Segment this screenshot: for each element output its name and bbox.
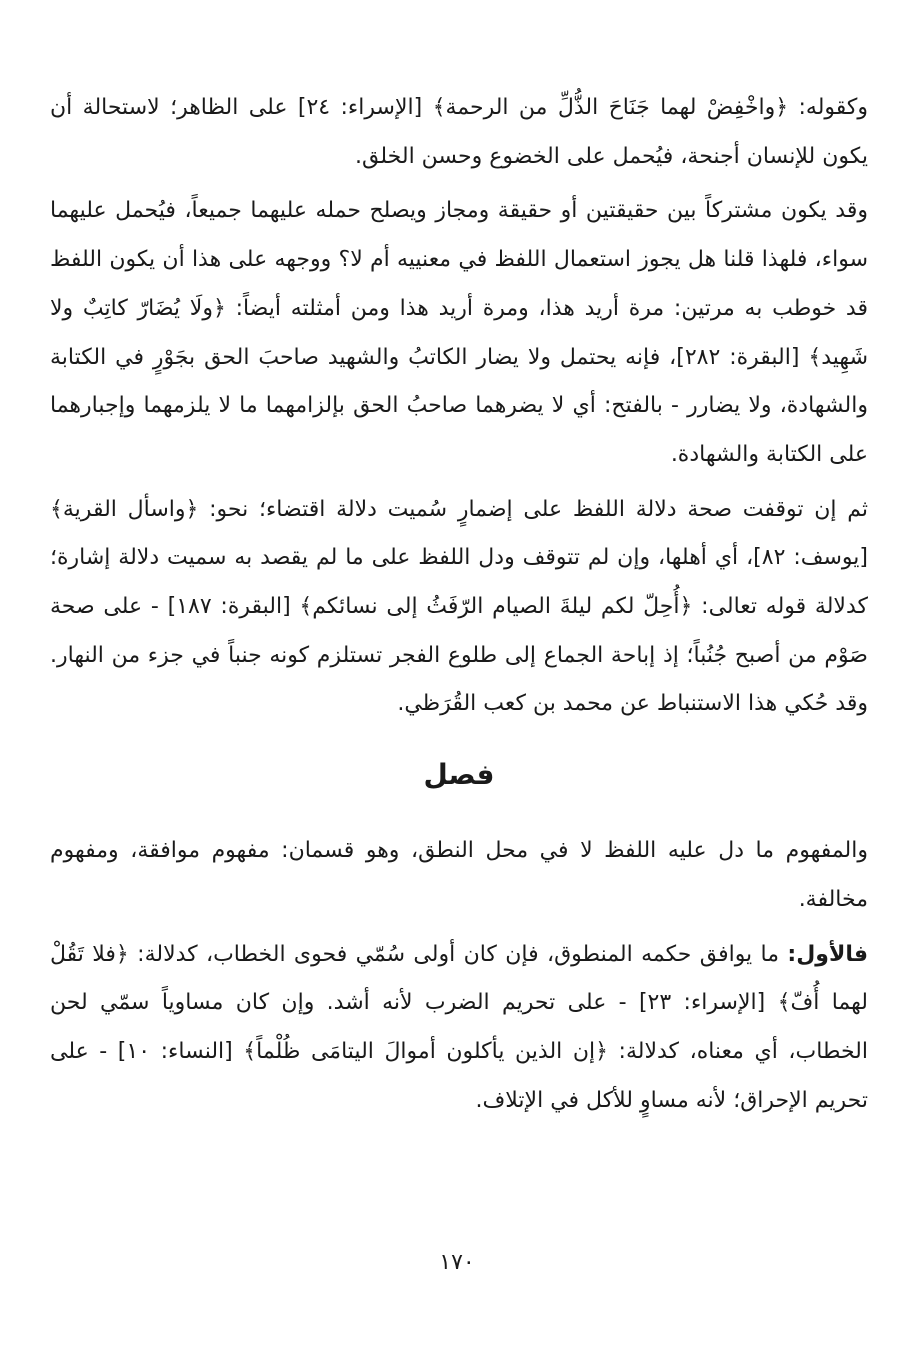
paragraph-lead: فالأول:: [787, 941, 868, 967]
paragraph-awwal-text: ما يوافق حكمه المنطوق، فإن كان أولى سُمّي فحوى الخطاب، كدلالة: ﴿فلا تَقُلْ لهما أُفّ﴾ [الإسراء: ٢٣] - على تحريم الضرب لأنه أشد. وإن كان مساوياً سمّي لحن الخطاب، أي معناه، كدلالة: ﴿إن الذين يأكلون أموالَ اليتامَى ظُلْماً﴾ [النساء: ١٠] - على تحريم الإحراق؛ لأنه مساوٍ للأكل في الإتلاف.: [50, 941, 868, 1113]
paragraph-mafhum: والمفهوم ما دل عليه اللفظ لا في محل النطق، وهو قسمان: مفهوم موافقة، ومفهوم مخالفة.: [50, 838, 868, 912]
page-number: ١٧٠: [439, 1250, 475, 1275]
paragraph-1: وكقوله: ﴿واخْفِضْ لهما جَنَاحَ الذُّلِّ من الرحمة﴾ [الإسراء: ٢٤] على الظاهر؛ لاستحالة أن يكون للإنسان أجنحة، فيُحمل على الخضوع وحسن الخلق.: [50, 95, 868, 169]
paragraph-awwal: [50, 931, 868, 1126]
page-body: [50, 84, 868, 1125]
paragraph-3: ثم إن توقفت صحة دلالة اللفظ على إضمارٍ سُميت دلالة اقتضاء؛ نحو: ﴿واسأل القرية﴾ [يوسف: ٨٢]، أي أهلها، وإن لم تتوقف ودل اللفظ على ما لم يقصد به سميت دلالة إشارة؛ كدلالة قوله تعالى: ﴿أُحِلّ لكم ليلةَ الصيام الرّفَثُ إلى نسائكم﴾ [البقرة: ١٨٧] - على صحة صَوْم من أصبح جُنُباً؛ إذ إباحة الجماع إلى طلوع الفجر تستلزم كونه جنباً في جزء من النهار. وقد حُكي هذا الاستنباط عن محمد بن كعب القُرَظي.: [50, 496, 869, 717]
section-heading: فصل: [423, 758, 495, 792]
paragraph-2: وقد يكون مشتركاً بين حقيقتين أو حقيقة ومجاز ويصلح حمله عليهما جميعاً، فيُحمل عليهما سواء، فلهذا قلنا هل يجوز استعمال اللفظ في معنييه أم لا؟ ووجهه على هذا أن يكون اللفظ قد خوطب به مرتين: مرة أريد هذا، ومرة أريد هذا ومن أمثلته أيضاً: ﴿ولَا يُضَارّ كاتِبٌ ولا شَهِيد﴾ [البقرة: ٢٨٢]، فإنه يحتمل ولا يضار الكاتبُ والشهيد صاحبَ الحق بجَوْرٍ في الكتابة والشهادة، ولا يضارر - بالفتح: أي لا يضرهما صاحبُ الحق بإلزامهما ما لا يلزمهما وإجبارهما على الكتابة والشهادة.: [50, 198, 868, 467]
